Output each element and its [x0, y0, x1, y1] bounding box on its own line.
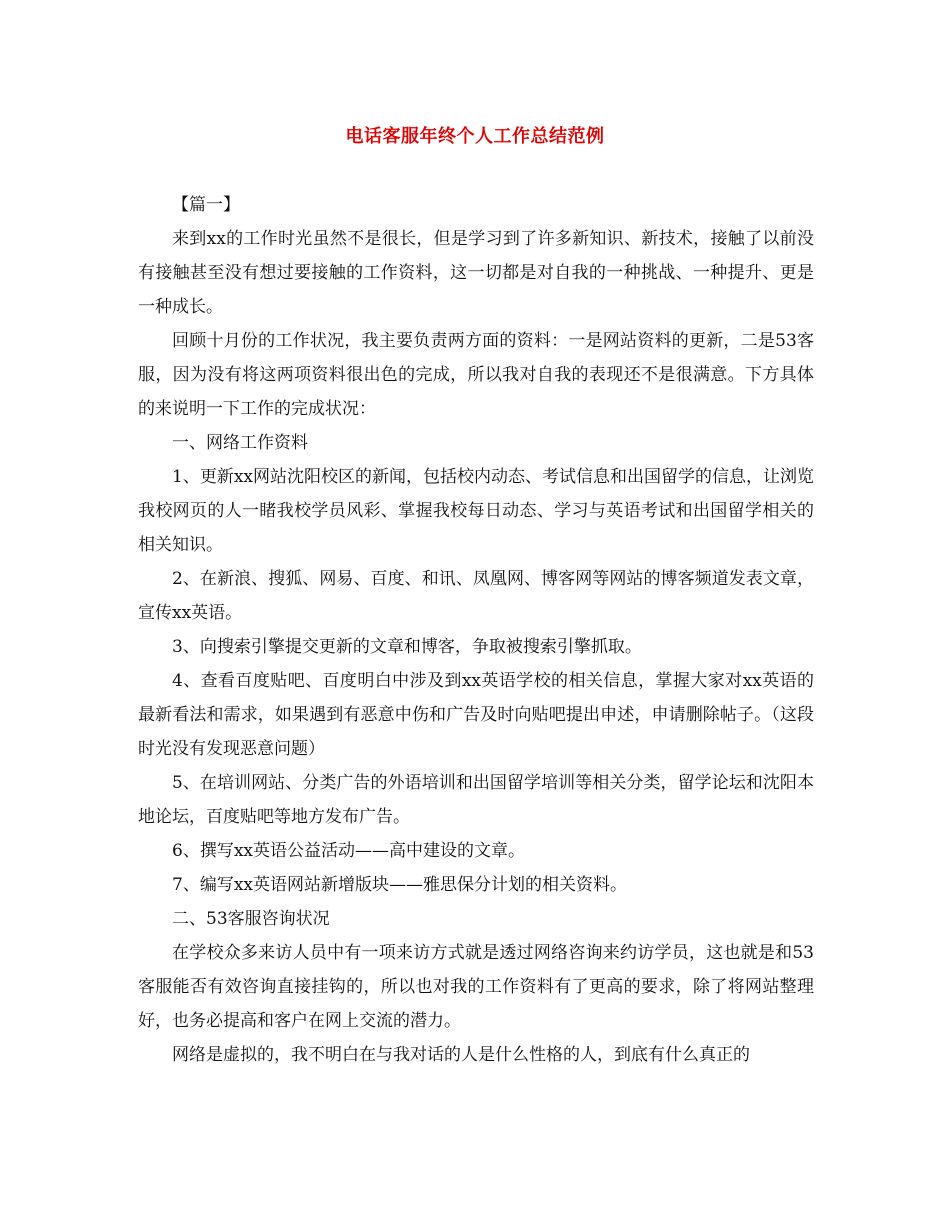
- list-item-2: 2、在新浪、搜狐、网易、百度、和讯、凤凰网、博客网等网站的博客频道发表文章，宣传xx英语。: [138, 569, 814, 623]
- document-title: 电话客服年终个人工作总结范例: [345, 126, 605, 147]
- list-item-1: 1、更新xx网站沈阳校区的新闻，包括校内动态、考试信息和出国留学的信息，让浏览我校网页的人一睹我校学员风彩、掌握我校每日动态、学习与英语考试和出国留学相关的相关知识。: [138, 467, 814, 555]
- paragraph-intro: 来到xx的工作时光虽然不是很长，但是学习到了许多新知识、新技术，接触了以前没有接触甚至没有想过要接触的工作资料，这一切都是对自我的一种挑战、一种提升、更是一种成长。: [138, 229, 814, 317]
- list-item-6: 6、撰写xx英语公益活动——高中建设的文章。: [172, 841, 525, 861]
- section-label: 【篇一】: [172, 195, 240, 215]
- paragraph-review: 回顾十月份的工作状况，我主要负责两方面的资料：一是网站资料的更新，二是53客服，因为没有将这两项资料很出色的完成，所以我对自我的表现还不是很满意。下方具体的来说明一下工作的完成状况：: [138, 331, 814, 419]
- document-body: [138, 188, 814, 1072]
- paragraph-visitors: 在学校众多来访人员中有一项来访方式就是透过网络咨询来约访学员，这也就是和53客服能否有效咨询直接挂钩的，所以也对我的工作资料有了更高的要求，除了将网站整理好，也务必提高和客户在网上交流的潜力。: [138, 943, 814, 1031]
- list-item-4: 4、查看百度贴吧、百度明白中涉及到xx英语学校的相关信息，掌握大家对xx英语的最新看法和需求，如果遇到有恶意中伤和广告及时向贴吧提出申述，申请删除帖子。（这段时光没有发现恶意问题）: [138, 671, 814, 759]
- list-item-3: 3、向搜索引擎提交更新的文章和博客，争取被搜索引擎抓取。: [172, 637, 642, 657]
- list-item-7: 7、编写xx英语网站新增版块——雅思保分计划的相关资料。: [172, 875, 627, 895]
- heading-53-service: 二、53客服咨询状况: [172, 909, 330, 929]
- list-item-5: 5、在培训网站、分类广告的外语培训和出国留学培训等相关分类，留学论坛和沈阳本地论坛，百度贴吧等地方发布广告。: [138, 773, 814, 827]
- paragraph-virtual-network: 网络是虚拟的，我不明白在与我对话的人是什么性格的人，到底有什么真正的: [172, 1045, 750, 1065]
- heading-network-work: 一、网络工作资料: [172, 433, 308, 453]
